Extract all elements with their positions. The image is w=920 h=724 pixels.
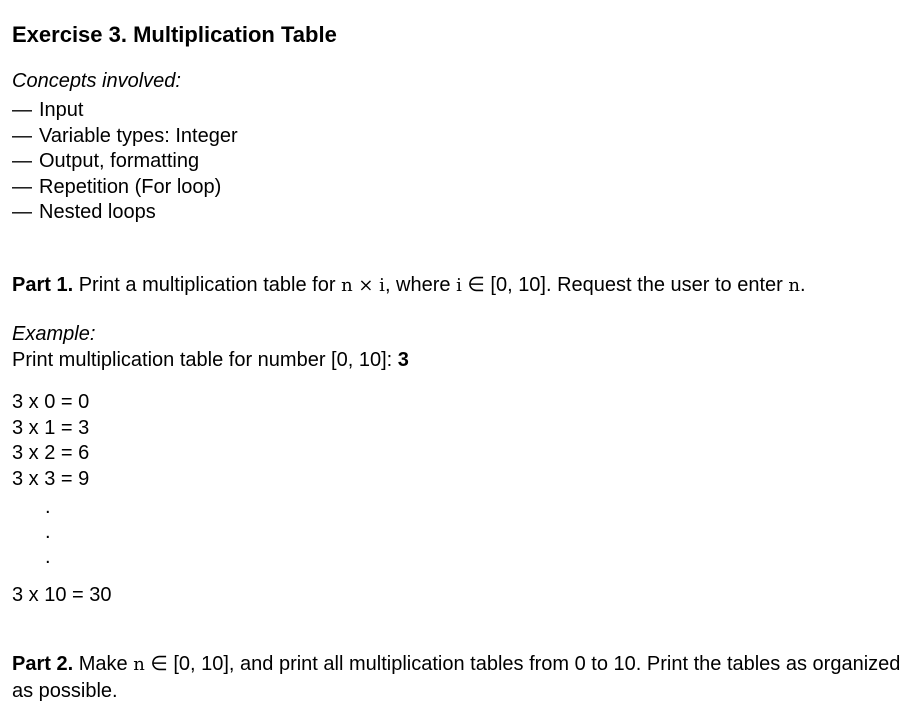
example-heading: Example: (12, 323, 96, 345)
example-output (12, 390, 89, 492)
concept-list (12, 98, 238, 226)
part1-text-d: . (799, 274, 806, 296)
part2-text-b: ∈ [0, 10], and print all multiplication tables from 0 to 10. Print the tables as organized as possible. (12, 653, 901, 702)
dash-glyph: — (12, 201, 32, 223)
exercise-title: Exercise 3. Multiplication Table (12, 22, 337, 47)
document-page (12, 0, 912, 724)
output-line: 3 x 0 = 0 (12, 391, 90, 413)
concept-item (12, 175, 238, 201)
part1-var-n: n (788, 275, 800, 296)
part1-text-c: ∈ [0, 10]. Request the user to enter (461, 274, 789, 296)
output-line: 3 x 3 = 9 (12, 467, 90, 490)
output-last-line: 3 x 10 = 30 (12, 584, 112, 606)
dash-glyph: — (12, 99, 32, 121)
concepts-heading: Concepts involved: (12, 70, 181, 92)
part2-label: Part 2. (12, 653, 74, 675)
concept-item (12, 124, 238, 150)
dash-glyph: — (12, 150, 32, 172)
concept-label: Variable types: Integer (39, 124, 238, 147)
prompt-input-value: 3 (397, 349, 409, 371)
part2-text-a: Make (73, 653, 134, 675)
concept-item (12, 200, 238, 226)
concept-item (12, 149, 238, 175)
part2-var-n: n (133, 654, 145, 675)
concept-label: Repetition (For loop) (39, 175, 222, 198)
ellipsis-dots (45, 495, 51, 570)
dot: . (45, 496, 51, 518)
part1-label: Part 1. (12, 274, 74, 296)
part1-var-i: i (456, 275, 462, 296)
output-line: 3 x 2 = 6 (12, 442, 90, 464)
dash-glyph: — (12, 124, 32, 147)
concept-label: Input (39, 99, 84, 121)
part1-expression: n × i (341, 275, 385, 296)
part1-text-a: Print a multiplication table for (73, 274, 342, 296)
dash-glyph: — (12, 175, 32, 198)
concept-label: Nested loops (39, 201, 156, 223)
part1-text-b: , where (384, 274, 457, 296)
dot: . (45, 521, 51, 543)
concept-label: Output, formatting (39, 150, 200, 172)
output-line: 3 x 1 = 3 (12, 416, 90, 439)
part2-paragraph (12, 651, 902, 705)
part1-paragraph (12, 272, 806, 299)
concept-item (12, 98, 238, 124)
dot: . (45, 546, 51, 568)
example-prompt (12, 347, 409, 373)
prompt-text: Print multiplication table for number [0, 10]: (12, 349, 398, 371)
